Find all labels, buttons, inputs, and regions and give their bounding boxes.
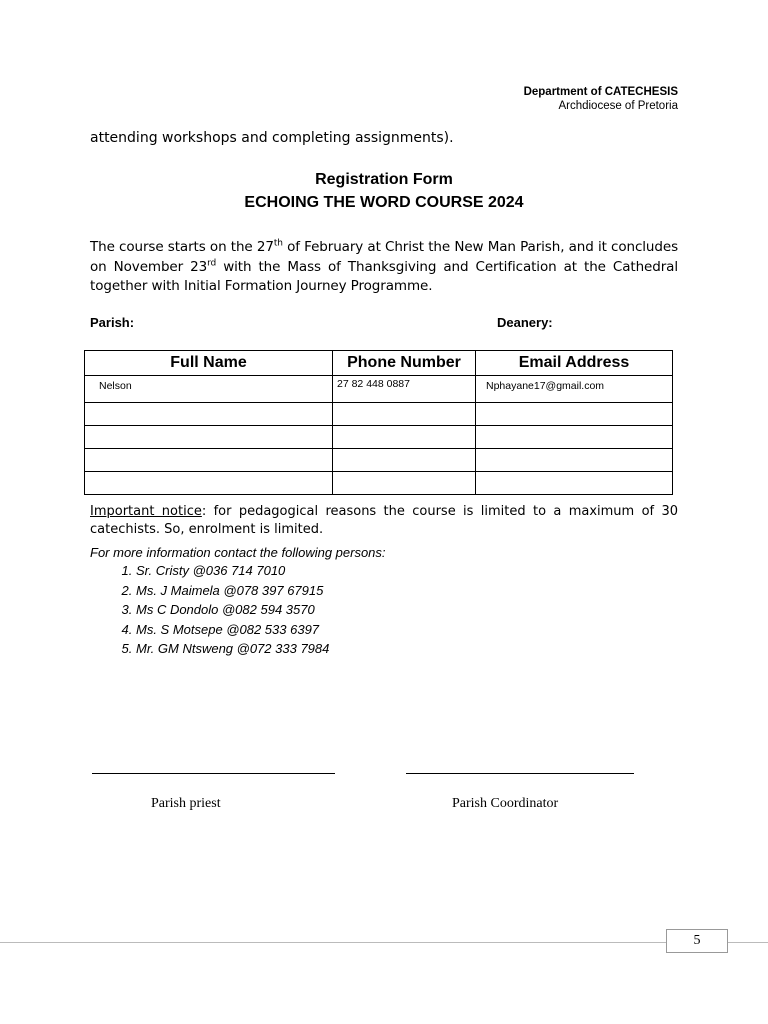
intro-part-3: with the Mass of Thanksgiving and Certification at the Cathedral together with Initial Formation Journey Programme.: [90, 258, 679, 294]
list-item: 1. Sr. Cristy @036 714 7010: [136, 561, 329, 581]
header-archdiocese: Archdiocese of Pretoria: [558, 100, 678, 112]
cell-full-name[interactable]: [85, 426, 333, 449]
deanery-label: Deanery:: [497, 315, 553, 330]
intro-paragraph: [90, 238, 678, 297]
header-department: Department of CATECHESIS: [523, 86, 678, 98]
parish-coordinator-signature-line[interactable]: [406, 773, 634, 774]
course-title: ECHOING THE WORD COURSE 2024: [244, 194, 524, 211]
intro-part-1: The course starts on the 27: [90, 239, 274, 255]
table-header-row: [85, 351, 673, 376]
cell-phone-number[interactable]: 27 82 448 0887: [333, 376, 476, 403]
list-item: 2. Ms. J Maimela @078 397 67915: [136, 581, 329, 601]
cell-full-name[interactable]: [85, 403, 333, 426]
notice-heading: Important notice: [90, 504, 202, 519]
table-row: [85, 403, 673, 426]
notice-text: : for pedagogical reasons the course is limited to a maximum of 30 catechists. So, enrolment is limited.: [90, 504, 678, 537]
table-row: [85, 472, 673, 495]
cell-email-address[interactable]: [476, 472, 673, 495]
header-full-name: Full Name: [85, 351, 333, 376]
cell-full-name[interactable]: Nelson: [85, 376, 333, 403]
table-row: [85, 449, 673, 472]
important-notice: [90, 503, 678, 538]
lead-text: attending workshops and completing assignments).: [90, 130, 454, 146]
cell-phone-number[interactable]: [333, 426, 476, 449]
intro-sup-1: th: [273, 238, 283, 249]
list-item: 3. Ms C Dondolo @082 594 3570: [136, 600, 329, 620]
page-number: 5: [666, 929, 728, 953]
cell-email-address[interactable]: Nphayane17@gmail.com: [476, 376, 673, 403]
table-row: [85, 426, 673, 449]
form-title: Registration Form: [315, 171, 453, 188]
list-item: 4. Ms. S Motsepe @082 533 6397: [136, 620, 329, 640]
footer-divider: [0, 942, 768, 943]
cell-phone-number[interactable]: [333, 449, 476, 472]
cell-phone-number[interactable]: [333, 403, 476, 426]
registration-table: [84, 350, 673, 495]
cell-full-name[interactable]: [85, 449, 333, 472]
parish-priest-signature-line[interactable]: [92, 773, 335, 774]
list-item: 5. Mr. GM Ntsweng @072 333 7984: [136, 639, 329, 659]
cell-email-address[interactable]: [476, 449, 673, 472]
cell-phone-number[interactable]: [333, 472, 476, 495]
intro-part-2: of February at Christ the New Man Parish, and it concludes on November 23: [90, 239, 679, 275]
intro-sup-2: rd: [207, 258, 217, 268]
parish-coordinator-label: Parish Coordinator: [452, 796, 559, 811]
table-row: [85, 376, 673, 403]
cell-email-address[interactable]: [476, 403, 673, 426]
parish-priest-label: Parish priest: [151, 796, 221, 811]
header-phone-number: Phone Number: [333, 351, 476, 376]
cell-full-name[interactable]: [85, 472, 333, 495]
parish-label: Parish:: [90, 315, 135, 330]
contacts-list: [90, 561, 329, 659]
header-email-address: Email Address: [476, 351, 673, 376]
contacts-intro: For more information contact the following persons:: [90, 545, 386, 560]
cell-email-address[interactable]: [476, 426, 673, 449]
